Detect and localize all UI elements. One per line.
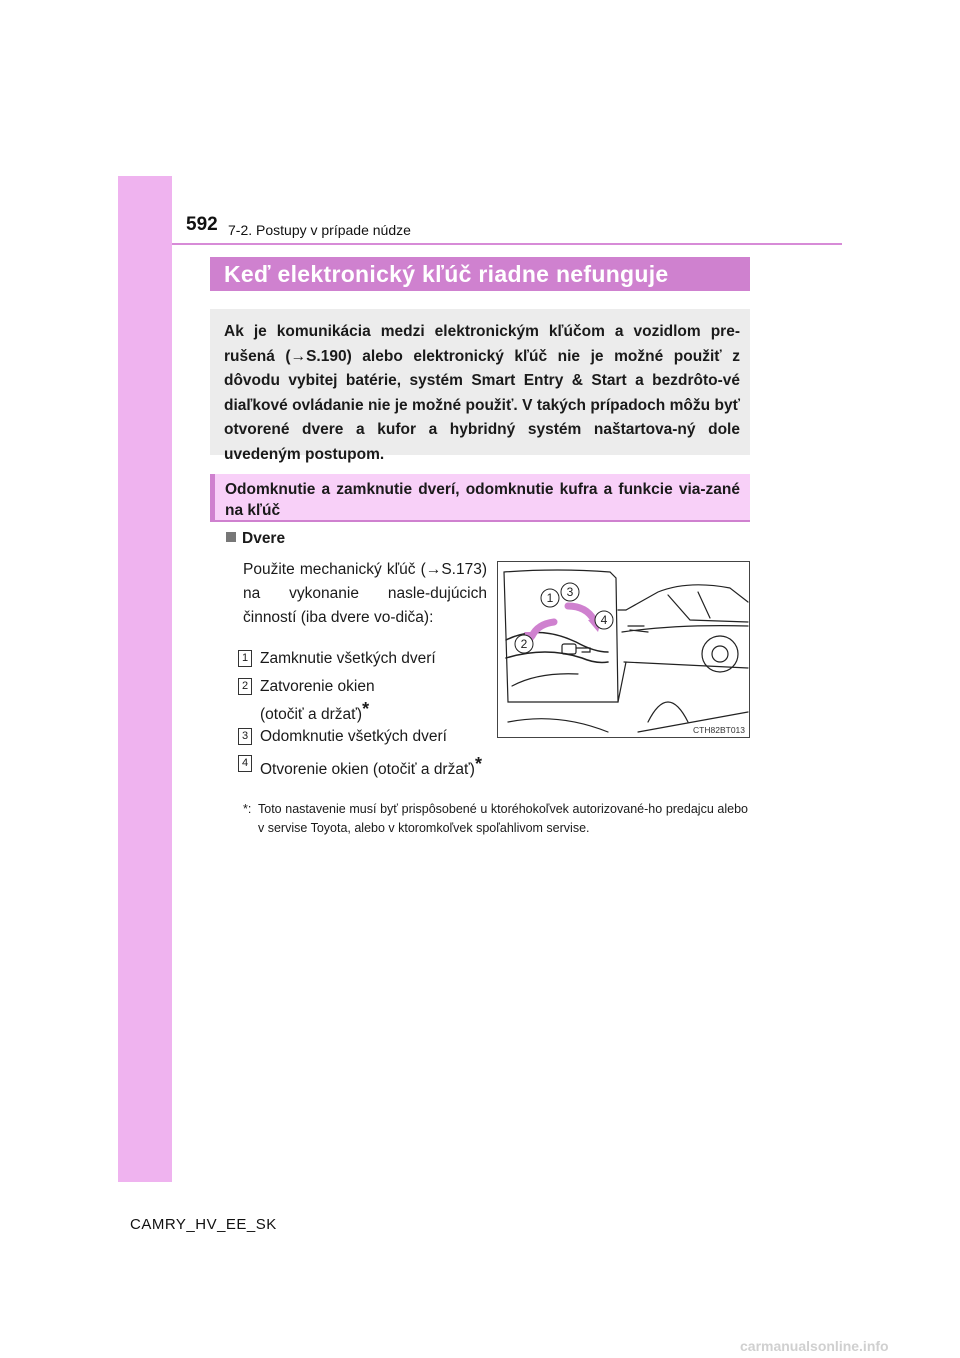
footnote (243, 800, 748, 838)
intro-box (210, 309, 750, 463)
page-number: 592 (186, 214, 218, 235)
doors-heading (226, 530, 285, 548)
car-window-line-icon (668, 595, 748, 622)
chapter-title: 7-2. Postupy v prípade núdze (228, 222, 411, 238)
door-key-illustration (497, 561, 750, 738)
step-number-badge: 4 (238, 755, 252, 772)
footnote-star: * (362, 699, 370, 719)
callout-3: 3 (566, 585, 574, 599)
square-bullet-icon (226, 532, 236, 542)
figure-code: CTH82BT013 (693, 725, 745, 735)
section-title: Keď elektronický kľúč riadne nefunguje (210, 257, 750, 291)
intro-text: Ak je komunikácia medzi elektronickým kľúčom a vozidlom pre-rušená (→S.190) alebo elektronický kľúč nie je možné použiť z dôvodu vybitej batérie, systém Smart Entry & Start a bezdrôto-vé diaľkové ovládanie nie je možné použiť. V takých prípadoch môžu byť otvorené dvere a kufor a hybridný systém naštartova-ný dole uvedeným postupom. (224, 323, 740, 463)
step-item (238, 676, 375, 726)
doors-description: Použite mechanický kľúč (→S.173) na vykonanie nasle-dujúcich činností (iba dvere vo-diča): (243, 561, 487, 626)
callout-1: 1 (546, 591, 554, 605)
step-item (238, 648, 436, 670)
callout-4: 4 (600, 613, 608, 627)
doors-heading-text: Dvere (242, 530, 286, 547)
step-text: Zatvorenie okien (otočiť a držať)* (260, 678, 375, 723)
step-text: Odomknutie všetkých dverí (260, 728, 447, 745)
subsection-title-text: Odomknutie a zamknutie dverí, odomknutie kufra a funkcie via-zané na kľúč (225, 481, 740, 519)
footnote-star: * (474, 754, 482, 774)
step-number-badge: 2 (238, 678, 252, 695)
document-id: CAMRY_HV_EE_SK (130, 1216, 277, 1233)
footnote-text: Toto nastavenie musí byť prispôsobené u ktoréhokoľvek autorizované-ho predajcu alebo v servise Toyota, alebo v ktoromkoľvek spoľahlivom servise. (258, 802, 748, 835)
step-number-badge: 3 (238, 728, 252, 745)
step-item (238, 753, 482, 781)
footnote-mark: *: (243, 802, 252, 816)
chapter-tab-bar (118, 176, 172, 1182)
callout-2: 2 (520, 637, 528, 651)
subsection-title (210, 474, 750, 522)
step-text: Otvorenie okien (otočiť a držať)* (260, 754, 482, 778)
car-door-drawing (498, 562, 750, 738)
header-divider (172, 243, 842, 245)
car-roof-line-icon (626, 585, 748, 610)
step-text: Zamknutie všetkých dverí (260, 650, 436, 667)
watermark: carmanualsonline.info (740, 1338, 889, 1354)
unlock-arrow-icon (568, 606, 594, 620)
step-number-badge: 1 (238, 650, 252, 667)
key-cylinder-icon (562, 644, 576, 654)
step-item (238, 726, 447, 748)
